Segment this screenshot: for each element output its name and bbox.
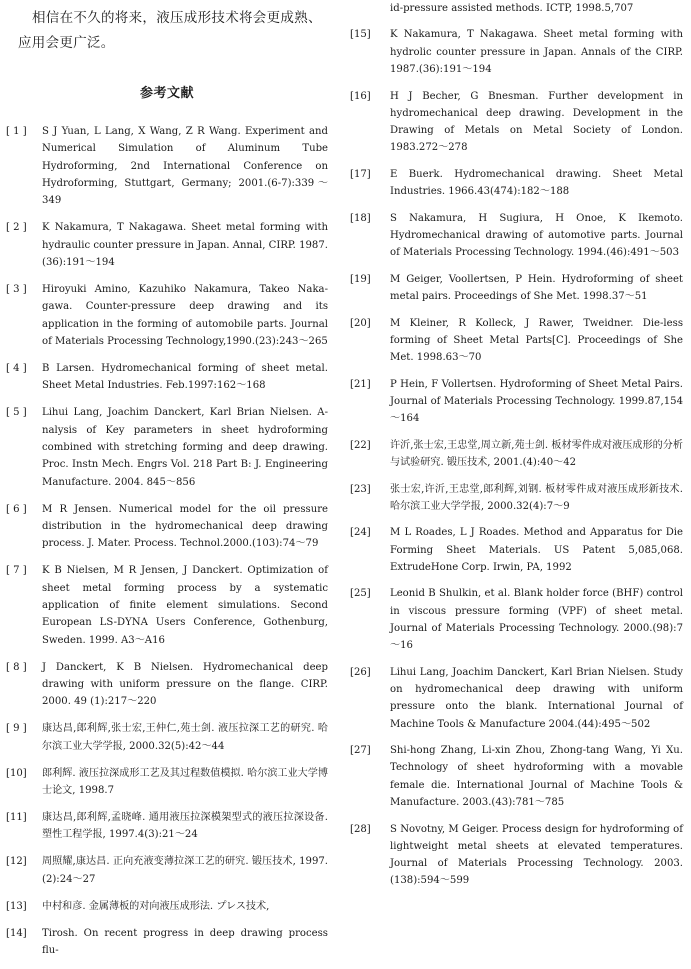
reference-text: K Nakamura, T Nakagawa. Sheet metal forming with hydrolic counter pressure in Japan. Annals of the CIRP. 1987.(36):191～194: [390, 29, 683, 76]
reference-number: [ 3 ]: [6, 283, 27, 295]
reference-number: [10]: [6, 767, 27, 779]
left-column: [6, 0, 328, 969]
reference-text: B Larsen. Hydromechanical forming of sheet metal. Sheet Metal Industries. Feb.1997:162～168: [42, 362, 328, 392]
reference-item: [350, 524, 683, 576]
reference-text: J Danckert, K B Nielsen. Hydromechanical deep drawing with uniform pressure on the flange. CIRP. 2000. 49 (1):217～220: [42, 661, 328, 708]
reference-item: [350, 742, 683, 811]
reference-number: [17]: [350, 168, 371, 180]
reference-number: [ 9 ]: [6, 723, 27, 735]
reference-text: Tirosh. On recent progress in deep drawing process flu-: [42, 927, 328, 957]
reference-item: [6, 123, 328, 209]
reference-number: [ 5 ]: [6, 407, 27, 419]
reference-number: [ 7 ]: [6, 565, 27, 577]
reference-item: [350, 88, 683, 157]
reference-text: S J Yuan, L Lang, X Wang, Z R Wang. Experiment and Numerical Simulation of Aluminum Tube Hydroforming, 2nd International Conference on Hydroforming, Stuttgart, Germany; 2001.(6-7):339～349: [42, 126, 328, 207]
reference-number: [13]: [6, 900, 27, 912]
reference-number: [14]: [6, 927, 27, 939]
reference-item: [6, 925, 328, 960]
reference-item: [350, 585, 683, 654]
reference-number: [ 2 ]: [6, 222, 27, 234]
reference-number: [26]: [350, 666, 371, 678]
reference-text: E Buerk. Hydromechanical drawing. Sheet Metal Industries. 1966.43(474):182～188: [390, 168, 683, 198]
reference-list-right: [350, 26, 683, 889]
reference-text: Lihui Lang, Joachim Danckert, Karl Brian Nielsen. Study on hydromechanical deep drawing with uniform pressure onto the blank. International Journal of Machine Tools & Manufacture 2004.(44):495～502: [390, 666, 683, 730]
reference-number: [27]: [350, 745, 371, 757]
reference-text: Lihui Lang, Joachim Danckert, Karl Brian Nielsen. A-nalysis of Key parameters in sheet hydroforming combined with stretching forming and deep drawing. Proc. Instn Mech. Engrs Vol. 218 Part B: J. Engineering Manufacture. 2004. 845～856: [42, 407, 328, 488]
reference-item: [350, 664, 683, 733]
reference-text: id-pressure assisted methods. ICTP, 1998.5,707: [390, 3, 634, 14]
reference-text: 郎利辉. 液压拉深成形工艺及其过程数值模拟. 哈尔滨工业大学博士论文, 1998.7: [42, 767, 328, 796]
reference-item: [6, 360, 328, 395]
reference-continuation: [350, 0, 683, 17]
reference-text: 中村和彦. 金属薄板的对向液压成形法. プレス技术,: [42, 900, 270, 912]
right-column: [350, 0, 683, 899]
reference-text: M Geiger, Voollertsen, P Hein. Hydroforming of sheet metal pairs. Proceedings of She Met. 1998.37～51: [390, 273, 683, 303]
reference-item: [350, 481, 683, 516]
reference-text: M L Roades, L J Roades. Method and Apparatus for Die Forming Sheet Materials. US Patent 5,085,068. ExtrudeHone Corp. Irwin, PA, 1992: [390, 527, 683, 573]
reference-number: [ 1 ]: [6, 126, 27, 137]
reference-number: [19]: [350, 273, 371, 285]
reference-text: K Nakamura, T Nakagawa. Sheet metal forming with hydraulic counter pressure in Japan. Annal, CIRP. 1987.(36):191～194: [42, 222, 328, 268]
reference-item: [6, 219, 328, 271]
reference-item: [350, 271, 683, 306]
reference-text: S Novotny, M Geiger. Process design for hydroforming of lightweight metal sheets at elevated temperatures. Journal of Materials Processing Technology. 2003.(138):594～599: [390, 823, 683, 887]
reference-item: [350, 821, 683, 890]
reference-number: [ 8 ]: [6, 661, 27, 673]
reference-item: [6, 281, 328, 350]
reference-number: [ 4 ]: [6, 362, 27, 374]
reference-item: [350, 26, 683, 78]
reference-number: [22]: [350, 439, 371, 451]
reference-number: [16]: [350, 90, 371, 102]
reference-item: [350, 437, 683, 472]
reference-text: 张士宏,许沂,王忠堂,郎利辉,刘钢. 板材零件成对液压成形新技术. 哈尔滨工业大学学报, 2000.32(4):7～9: [390, 483, 683, 512]
reference-number: [11]: [6, 812, 27, 824]
reference-item: [350, 166, 683, 201]
reference-text: S Nakamura, H Sugiura, H Onoe, K Ikemoto. Hydromechanical drawing of automotive parts. Journal of Materials Processing Technology. 1994.(46):491～503: [390, 212, 683, 259]
reference-item: [6, 501, 328, 553]
reference-text: Leonid B Shulkin, et al. Blank holder force (BHF) control in viscous pressure forming (VPF) of sheet metal. Journal of Materials Processing Technology. 2000.(98):7～16: [390, 588, 683, 652]
reference-text: 许沂,张士宏,王忠堂,周立新,苑士剑. 板材零件成对液压成形的分析与试验研究. 锻压技术, 2001.(4):40～42: [390, 439, 683, 469]
reference-item: [6, 809, 328, 844]
reference-number: [ 6 ]: [6, 503, 27, 515]
reference-number: [23]: [350, 483, 371, 495]
reference-number: [20]: [350, 317, 371, 329]
reference-number: [21]: [350, 378, 371, 390]
references-heading: 参考文献: [139, 86, 194, 101]
reference-text: 周照耀,康达昌. 正向充液变薄拉深工艺的研究. 锻压技术, 1997.(2):24～27: [42, 856, 328, 885]
reference-text: 康达昌,郎利辉,孟晓峰. 通用液压拉深模架型式的液压拉深设备. 塑性工程学报, 1997.4(3):21～24: [42, 812, 328, 841]
reference-text: M Kleiner, R Kolleck, J Rawer, Tweidner. Die-less forming of Sheet Metal Parts[C]. Proceedings of She Met. 1998.63～70: [390, 317, 683, 364]
reference-item: [6, 853, 328, 888]
reference-number: [12]: [6, 856, 27, 868]
reference-text: 康达昌,郎利辉,张士宏,王仲仁,苑士剑. 液压拉深工艺的研究. 哈尔滨工业大学学报, 2000.32(5):42～44: [42, 723, 328, 752]
reference-text: Hiroyuki Amino, Kazuhiko Nakamura, Takeo Naka-gawa. Counter-pressure deep drawing and its application in the forming of automobile parts. Journal of Materials Processing Technology,1990.(23):243～265: [42, 283, 328, 347]
reference-item: [6, 562, 328, 648]
reference-number: [18]: [350, 212, 371, 224]
reference-number: [24]: [350, 527, 371, 539]
reference-item: [6, 404, 328, 490]
reference-item: [350, 315, 683, 367]
reference-item: [6, 898, 328, 915]
reference-list-left: [6, 123, 328, 960]
reference-item: [6, 720, 328, 755]
reference-item: [350, 376, 683, 428]
reference-text: Shi-hong Zhang, Li-xin Zhou, Zhong-tang Wang, Yi Xu. Technology of sheet hydroforming with a movable female die. International Journal of Machine Tools & Manufacture. 2003.(43):781～785: [390, 745, 683, 809]
reference-item: [350, 210, 683, 262]
reference-text: H J Becher, G Bnesman. Further development in hydromechanical deep drawing. Development in the Drawing of Metals on Metal Society of London. 1983.272～278: [390, 90, 683, 154]
intro-paragraph: 相信在不久的将来，液压成形技术将会更成熟、应用会更广泛。: [18, 10, 322, 51]
reference-item: [6, 659, 328, 711]
reference-number: [15]: [350, 29, 371, 41]
reference-text: K B Nielsen, M R Jensen, J Danckert. Optimization of sheet metal forming process by a systematic application of finite element simulations. Second European LS-DYNA Users Conference, Gothenburg, Sweden. 1999. A3～A16: [42, 565, 328, 646]
reference-number: [25]: [350, 588, 371, 600]
reference-text: P Hein, F Vollertsen. Hydroforming of Sheet Metal Pairs. Journal of Materials Processing Technology. 1999.87,154～164: [390, 378, 683, 425]
reference-text: M R Jensen. Numerical model for the oil pressure distribution in the hydromechanical deep drawing process. J. Mater. Process. Technol.2000.(103):74～79: [42, 503, 328, 550]
reference-item: [6, 765, 328, 800]
reference-number: [28]: [350, 823, 371, 835]
